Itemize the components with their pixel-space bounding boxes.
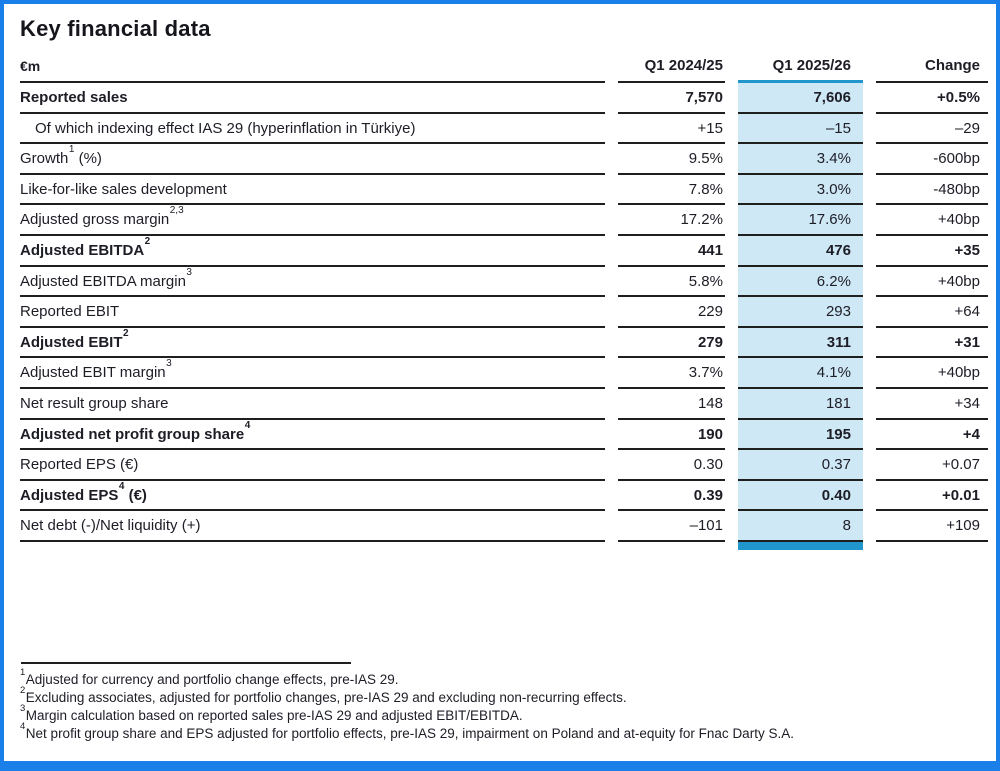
value-q1-2025-26: 17.6% (738, 205, 863, 236)
row-label: Adjusted gross margin$^{2,3}$ (20, 205, 605, 236)
value-q1-2024-25: 0.30 (618, 450, 725, 481)
value-change: -600bp (876, 144, 988, 175)
value-q1-2024-25: 9.5% (618, 144, 725, 175)
row-label: Adjusted EBITDA$^2$ (20, 236, 605, 267)
value-q1-2024-25: 0.39 (618, 481, 725, 512)
value-q1-2024-25: 279 (618, 328, 725, 359)
value-q1-2024-25: 5.8% (618, 267, 725, 298)
row-label: Adjusted EPS$^4$ (€) (20, 481, 605, 512)
value-q1-2025-26: 6.2% (738, 267, 863, 298)
value-change: +40bp (876, 358, 988, 389)
row-label: Adjusted EBIT margin$^3$ (20, 358, 605, 389)
value-q1-2024-25: 17.2% (618, 205, 725, 236)
page-title: Key financial data (20, 16, 211, 41)
value-change: -480bp (876, 175, 988, 206)
col-header-unit: €m (20, 51, 605, 83)
value-q1-2025-26: –15 (738, 114, 863, 145)
footnote: $^1$Adjusted for currency and portfolio change effects, pre-IAS 29. (20, 667, 399, 687)
value-q1-2025-26: 4.1% (738, 358, 863, 389)
row-label: Reported EBIT (20, 297, 605, 328)
value-change: +0.01 (876, 481, 988, 512)
value-q1-2025-26: 181 (738, 389, 863, 420)
value-change: +64 (876, 297, 988, 328)
value-change: +0.5% (876, 83, 988, 114)
row-label: Net debt (-)/Net liquidity (+) (20, 511, 605, 542)
value-q1-2024-25: 148 (618, 389, 725, 420)
value-change: +4 (876, 420, 988, 451)
row-label: Adjusted EBITDA margin$^3$ (20, 267, 605, 298)
row-label: Reported EPS (€) (20, 450, 605, 481)
value-q1-2024-25: +15 (618, 114, 725, 145)
value-q1-2025-26: 7,606 (738, 83, 863, 114)
row-label: Net result group share (20, 389, 605, 420)
col-header-q1-2024-25: Q1 2024/25 (618, 51, 725, 83)
row-label: Growth$^1$ (%) (20, 144, 605, 175)
row-label: Like-for-like sales development (20, 175, 605, 206)
value-q1-2025-26: 476 (738, 236, 863, 267)
col-header-change: Change (876, 51, 988, 83)
footnote: $^4$Net profit group share and EPS adjusted for portfolio effects, pre-IAS 29, impairment on Poland and at-equity for Fnac Darty S.A. (20, 721, 794, 741)
footnote: $^2$Excluding associates, adjusted for portfolio changes, pre-IAS 29 and excluding non-recurring effects. (20, 685, 627, 705)
value-change: +31 (876, 328, 988, 359)
row-label: Reported sales (20, 83, 605, 114)
value-q1-2025-26: 0.40 (738, 481, 863, 512)
key-financial-data-table (20, 51, 988, 550)
value-q1-2025-26: 195 (738, 420, 863, 451)
value-change: +40bp (876, 205, 988, 236)
value-change: +0.07 (876, 450, 988, 481)
value-q1-2024-25: 229 (618, 297, 725, 328)
value-q1-2024-25: 190 (618, 420, 725, 451)
footnotes (20, 667, 981, 743)
row-label: Adjusted EBIT$^2$ (20, 328, 605, 359)
value-q1-2025-26: 0.37 (738, 450, 863, 481)
row-label: Adjusted net profit group share$^4$ (20, 420, 605, 451)
value-q1-2024-25: 7,570 (618, 83, 725, 114)
value-q1-2024-25: –101 (618, 511, 725, 542)
value-change: +35 (876, 236, 988, 267)
highlight-end-bar (738, 542, 863, 550)
value-q1-2024-25: 7.8% (618, 175, 725, 206)
value-q1-2025-26: 3.4% (738, 144, 863, 175)
value-q1-2025-26: 3.0% (738, 175, 863, 206)
footnote-divider (21, 662, 351, 664)
value-change: –29 (876, 114, 988, 145)
value-q1-2025-26: 8 (738, 511, 863, 542)
value-change: +109 (876, 511, 988, 542)
row-label: Of which indexing effect IAS 29 (hyperinflation in Türkiye) (20, 114, 605, 145)
value-q1-2024-25: 3.7% (618, 358, 725, 389)
value-q1-2025-26: 311 (738, 328, 863, 359)
col-header-q1-2025-26: Q1 2025/26 (738, 51, 863, 83)
value-change: +40bp (876, 267, 988, 298)
value-q1-2024-25: 441 (618, 236, 725, 267)
footnote: $^3$Margin calculation based on reported sales pre-IAS 29 and adjusted EBIT/EBITDA. (20, 703, 523, 723)
value-q1-2025-26: 293 (738, 297, 863, 328)
value-change: +34 (876, 389, 988, 420)
